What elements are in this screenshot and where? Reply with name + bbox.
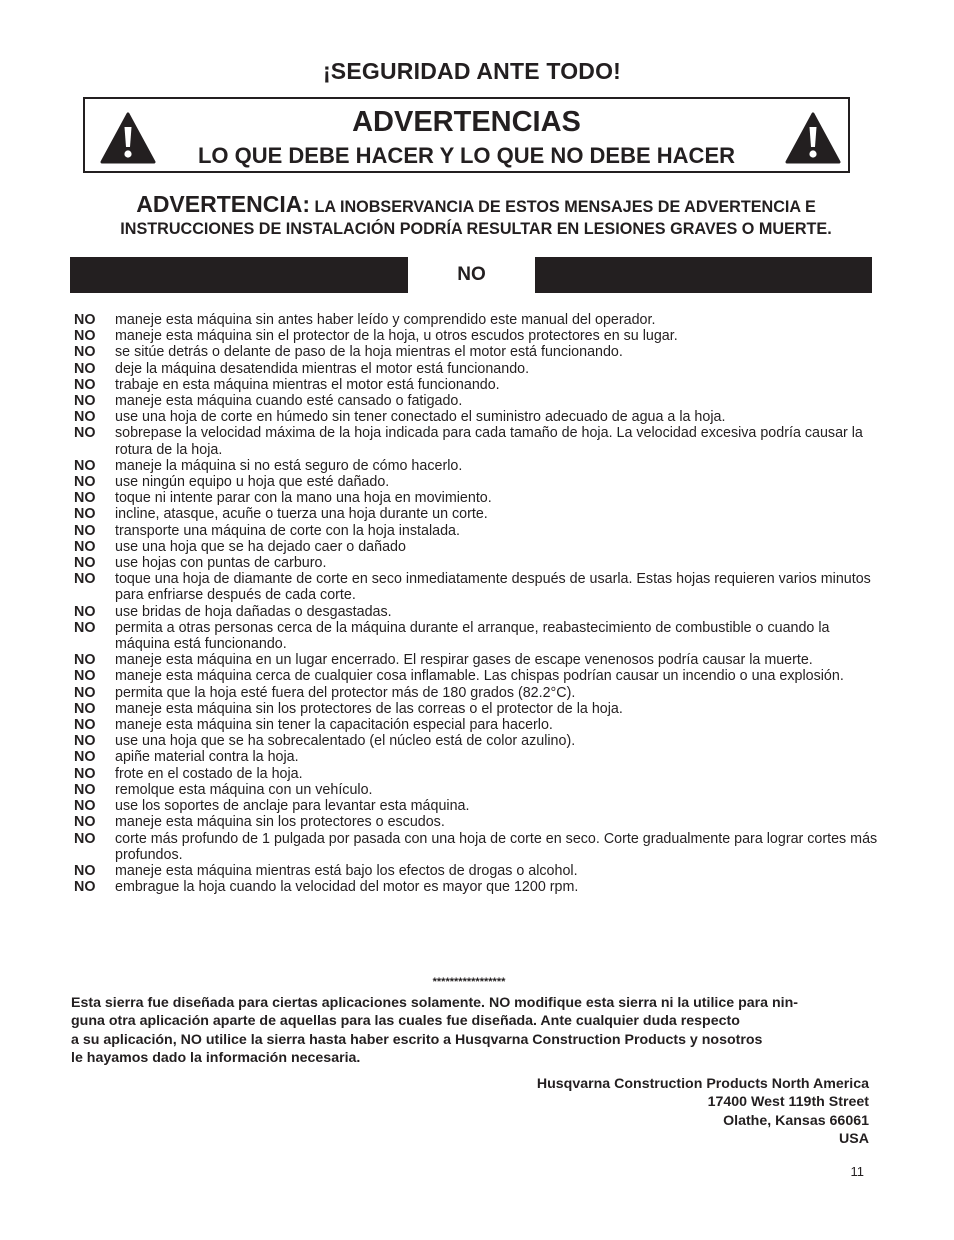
address-block xyxy=(537,1075,869,1149)
list-item xyxy=(74,831,884,863)
item-key: NO xyxy=(74,312,96,328)
page-number: 11 xyxy=(850,1164,864,1179)
item-text: use una hoja de corte en húmedo sin tener conectado el suministro adecuado de agua a la hoja. xyxy=(115,409,726,426)
list-item xyxy=(74,523,884,539)
header-bar-right xyxy=(535,257,872,293)
item-key: NO xyxy=(74,717,96,734)
list-item xyxy=(74,652,884,668)
address-country: USA xyxy=(839,1131,869,1148)
disclaimer-line: Esta sierra fue diseñada para ciertas aplicaciones solamente. NO modifique esta sierra ni la utilice para nin- xyxy=(71,995,798,1011)
item-text: corte más profundo de 1 pulgada por pasada con una hoja de corte en seco. Corte gradualmente para lograr cortes más profundos. xyxy=(115,830,878,863)
item-key: NO xyxy=(74,393,96,410)
item-text: use hojas con puntas de carburo. xyxy=(115,555,327,572)
list-item xyxy=(74,733,884,749)
warning-title: ADVERTENCIAS xyxy=(352,106,581,138)
advertencia-line2: INSTRUCCIONES DE INSTALACIÓN PODRÍA RESULTAR EN LESIONES GRAVES O MUERTE. xyxy=(120,220,832,238)
list-item xyxy=(74,879,884,895)
item-key: NO xyxy=(74,490,96,507)
item-text: maneje esta máquina sin antes haber leído y comprendido este manual del operador. xyxy=(115,312,656,328)
item-text: deje la máquina desatendida mientras el motor está funcionando. xyxy=(115,360,530,377)
item-key: NO xyxy=(74,506,96,523)
item-text: transporte una máquina de corte con la hoja instalada. xyxy=(115,522,460,539)
list-item xyxy=(74,361,884,377)
list-item xyxy=(74,863,884,879)
item-text: use ningún equipo u hoja que esté dañado. xyxy=(115,474,390,491)
item-text: maneje la máquina si no está seguro de cómo hacerlo. xyxy=(115,457,463,474)
item-key: NO xyxy=(74,668,96,685)
item-key: NO xyxy=(74,830,96,847)
list-item xyxy=(74,749,884,765)
item-key: NO xyxy=(74,603,96,620)
item-text: maneje esta máquina sin el protector de la hoja, u otros escudos protectores en su lugar. xyxy=(115,328,678,345)
section-header: NO xyxy=(457,264,486,285)
list-item xyxy=(74,604,884,620)
item-key: NO xyxy=(74,652,96,669)
item-key: NO xyxy=(74,733,96,750)
item-key: NO xyxy=(74,457,96,474)
item-text: remolque esta máquina con un vehículo. xyxy=(115,781,373,798)
disclaimer-line: a su aplicación, NO utilice la sierra hasta haber escrito a Husqvarna Construction Products y nosotros xyxy=(71,1031,763,1048)
item-text: maneje esta máquina sin los protectores de las correas o el protector de la hoja. xyxy=(115,700,623,717)
item-key: NO xyxy=(74,328,96,345)
item-text: maneje esta máquina sin los protectores o escudos. xyxy=(115,814,445,831)
list-item xyxy=(74,555,884,571)
list-item xyxy=(74,312,884,328)
item-key: NO xyxy=(74,344,96,361)
item-text: maneje esta máquina cerca de cualquier cosa inflamable. Las chispas podrían causar un incendio o una explosión. xyxy=(115,668,844,685)
list-item xyxy=(74,701,884,717)
item-text: permita a otras personas cerca de la máquina durante el arranque, reabastecimiento de combustible o cuando la máquina está funcionando. xyxy=(115,619,830,653)
item-key: NO xyxy=(74,571,96,588)
item-key: NO xyxy=(74,409,96,426)
disclaimer-line: guna otra aplicación aparte de aquellas para las cuales fue diseñada. Ante cualquier duda respecto xyxy=(71,1013,740,1030)
list-item xyxy=(74,766,884,782)
item-text: maneje esta máquina mientras está bajo los efectos de drogas o alcohol. xyxy=(115,862,578,879)
page-title: ¡SEGURIDAD ANTE TODO! xyxy=(322,58,622,84)
item-key: NO xyxy=(74,555,96,572)
list-item xyxy=(74,668,884,684)
item-key: NO xyxy=(74,376,96,393)
list-item xyxy=(74,798,884,814)
item-key: NO xyxy=(74,474,96,491)
item-key: NO xyxy=(74,862,96,879)
item-key: NO xyxy=(74,522,96,539)
item-text: use una hoja que se ha dejado caer o dañado xyxy=(115,538,406,555)
item-text: embrague la hoja cuando la velocidad del motor es mayor que 1200 rpm. xyxy=(115,879,579,896)
item-key: NO xyxy=(74,749,96,766)
item-key: NO xyxy=(74,538,96,555)
list-item xyxy=(74,377,884,393)
header-bar-left xyxy=(70,257,408,293)
list-item xyxy=(74,506,884,522)
item-text: maneje esta máquina en un lugar encerrado. El respirar gases de escape venenosos podría causar la muerte. xyxy=(115,652,813,669)
item-key: NO xyxy=(74,814,96,831)
item-text: frote en el costado de la hoja. xyxy=(115,765,303,782)
item-text: trabaje en esta máquina mientras el motor está funcionando. xyxy=(115,376,500,393)
item-key: NO xyxy=(74,619,96,636)
warning-list xyxy=(74,312,884,895)
list-item xyxy=(74,685,884,701)
advertencia-line1: LA INOBSERVANCIA DE ESTOS MENSAJES DE ADVERTENCIA E xyxy=(314,198,816,216)
item-text: use los soportes de anclaje para levantar esta máquina. xyxy=(115,798,470,815)
list-item xyxy=(74,620,884,652)
item-text: incline, atasque, acuñe o tuerza una hoja durante un corte. xyxy=(115,506,488,523)
item-key: NO xyxy=(74,360,96,377)
disclaimer-line: le hayamos dado la información necesaria. xyxy=(71,1050,361,1067)
list-item xyxy=(74,328,884,344)
list-item xyxy=(74,425,884,457)
list-item xyxy=(74,458,884,474)
separator: ***************** xyxy=(432,976,506,988)
warning-triangle-icon xyxy=(785,112,841,164)
item-text: maneje esta máquina cuando esté cansado o fatigado. xyxy=(115,393,463,410)
list-item xyxy=(74,474,884,490)
list-item xyxy=(74,490,884,506)
item-text: use una hoja que se ha sobrecalentado (el núcleo está de color azulino). xyxy=(115,733,576,750)
list-item xyxy=(74,571,884,603)
list-item xyxy=(74,782,884,798)
address-city: Olathe, Kansas 66061 xyxy=(723,1112,869,1129)
item-text: maneje esta máquina sin tener la capacitación especial para hacerlo. xyxy=(115,717,553,734)
list-item xyxy=(74,814,884,830)
list-item xyxy=(74,717,884,733)
advertencia-label: ADVERTENCIA: xyxy=(136,191,310,217)
list-item xyxy=(74,344,884,360)
list-item xyxy=(74,393,884,409)
item-text: se sitúe detrás o delante de paso de la hoja mientras el motor está funcionando. xyxy=(115,344,623,361)
advertencia-notice xyxy=(60,193,892,240)
list-item xyxy=(74,539,884,555)
item-key: NO xyxy=(74,798,96,815)
warning-subtitle: LO QUE DEBE HACER Y LO QUE NO DEBE HACER xyxy=(197,143,736,168)
disclaimer xyxy=(71,994,881,1068)
address-street: 17400 West 119th Street xyxy=(707,1094,869,1111)
item-key: NO xyxy=(74,781,96,798)
list-item xyxy=(74,409,884,425)
item-text: use bridas de hoja dañadas o desgastadas. xyxy=(115,603,392,620)
item-text: permita que la hoja esté fuera del protector más de 180 grados (82.2°C). xyxy=(115,684,576,701)
item-text: apiñe material contra la hoja. xyxy=(115,749,299,766)
item-key: NO xyxy=(74,700,96,717)
item-key: NO xyxy=(74,879,96,896)
item-key: NO xyxy=(74,684,96,701)
item-key: NO xyxy=(74,425,96,442)
item-key: NO xyxy=(74,765,96,782)
item-text: toque ni intente parar con la mano una hoja en movimiento. xyxy=(115,490,492,507)
item-text: toque una hoja de diamante de corte en seco inmediatamente después de usarla. Estas hojas requieren varios minutos para enfriarse después de cada corte. xyxy=(115,571,871,604)
address-company: Husqvarna Construction Products North America xyxy=(536,1076,869,1092)
item-text: sobrepase la velocidad máxima de la hoja indicada para cada tamaño de hoja. La velocidad excesiva podría causar la rotura de la hoja. xyxy=(115,425,863,458)
warning-box xyxy=(83,97,850,173)
